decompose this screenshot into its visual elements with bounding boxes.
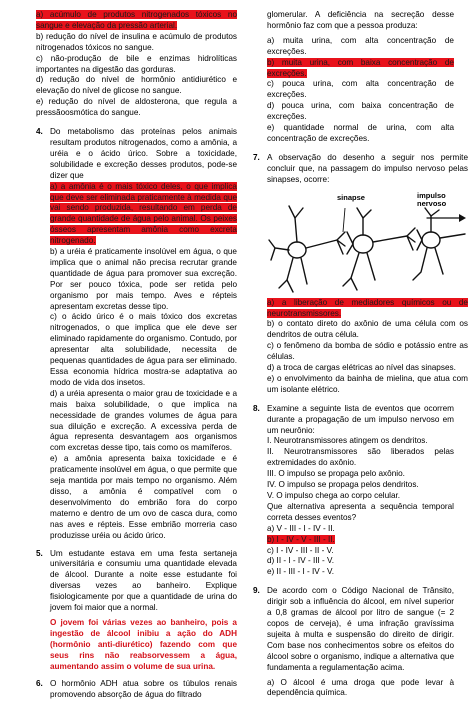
highlighted-answer: b) I - IV - V - III - II. — [267, 534, 335, 544]
highlighted-answer: a) a amônia é o mais tóxico deles, o que implica que deve ser eliminada praticamente à medida que vai sendo produzida, resultando em perda de grande quantidade de água pelo animal. Os peixes ósseos apresentam amônia como excreta nitrogenado. — [50, 181, 237, 246]
event-item: II. Neurotransmissores são liberados pelas extremidades do axônio. — [267, 447, 454, 468]
question-9 — [253, 586, 454, 699]
question-stem: De acordo com o Código Nacional de Trânsito, dirigir sob a influência do álcool, em nível superior a 0,8 gramas de álcool por litro de sangue (= 2 copos de cerveja), é uma infração gravíssima sujeita à multa e suspensão do direito de dirigir. Com base nos conhecimentos sobre os efeitos do álcool sobre o organismo, indique a alternativa que fundamenta a regulamentação acima. — [267, 586, 454, 672]
q4-option-a — [50, 182, 237, 247]
nerve-impulse-label: impulso nervoso — [417, 190, 447, 208]
question-6 — [36, 679, 237, 701]
q7-option-b: b) o contato direto do axônio de uma célula com os dendritos de outra célula. — [267, 319, 468, 340]
event-item: I. Neurotransmissores atingem os dendritos. — [267, 436, 428, 446]
q6-option-d: d) pouca urina, com baixa concentração de excreções. — [267, 101, 454, 122]
q7-option-c: c) o fenômeno da bomba de sódio e potássio entre as células. — [267, 341, 468, 362]
question-stem: O hormônio ADH atua sobre os túbulos renais promovendo absorção de água do filtrado — [50, 679, 237, 700]
question-5 — [36, 549, 237, 673]
question-7 — [253, 152, 468, 396]
q8-option-b — [267, 535, 454, 546]
question-prompt: Que alternativa apresenta a sequência temporal correta desses eventos? — [267, 501, 454, 522]
q3-option-e: e) redução do nível de aldosterona, que regula a pressãoosmótica do sangue. — [36, 97, 237, 118]
neuron-synapse-figure — [267, 188, 468, 298]
question-stem: Do metabolismo das proteínas pelos animais resultam produtos nitrogenados, como a amônia, a uréia e o ácido úrico. Sobre a toxicidade, solubilidade e excreção desses produtos, pode-se dizer que — [50, 127, 237, 180]
q7-option-e: e) o envolvimento da bainha de mielina, que atua com um isolante elétrico. — [267, 373, 468, 394]
right-column — [253, 10, 468, 699]
q8-option-a: a) V - III - I - IV - II. — [267, 523, 335, 533]
q7-option-d: d) a troca de cargas elétricas ao nível das sinapses. — [267, 363, 456, 373]
question-number: 8. — [253, 403, 260, 413]
q4-option-b: b) a uréia é praticamente insolúvel em água, o que implica que o animal não precisa recrutar grande quantidade de água para promover sua excreção. Por ser pouco tóxica, pode ser retida pelo organismo por mais tempo. Aves e répteis apresentam excretas desse tipo. — [50, 247, 237, 311]
question-number: 4. — [36, 127, 43, 137]
q8-option-c: c) I - IV - III - II - V. — [267, 545, 334, 555]
question-number: 6. — [36, 679, 43, 689]
question-number: 9. — [253, 586, 260, 596]
question-stem: Examine a seguinte lista de eventos que ocorrem durante a propagação de um impulso nervoso em um neurônio: — [267, 403, 454, 435]
q3-option-a — [36, 10, 237, 32]
left-column — [36, 10, 237, 701]
q6-option-e: e) quantidade normal de urina, com alta concentração de excreções. — [267, 123, 454, 143]
highlighted-answer: b) muita urina, com baixa concentração de excreções. — [267, 57, 454, 78]
q6-option-a: a) muita urina, com alta concentração de excreções. — [267, 35, 454, 56]
question-8 — [253, 404, 454, 579]
event-item: III. O impulso se propaga pelo axônio. — [267, 469, 405, 479]
q6-continuation: glomerular. A deficiência na secreção desse hormônio faz com que a pessoa produza: — [267, 10, 454, 30]
synapse-label: sinapse — [337, 192, 365, 202]
event-item: IV. O impulso se propaga pelos dendritos. — [267, 480, 419, 490]
question-number: 5. — [36, 548, 43, 558]
highlighted-answer: a) acúmulo de produtos nitrogenados tóxicos no sangue e elevação da pressão arterial. — [36, 10, 237, 30]
question-number: 7. — [253, 152, 260, 162]
q4-option-c: c) o ácido úrico é o mais tóxico dos excretas nitrogenados, o que implica que ele deve ser eliminado rapidamente do organismo. Contudo, por apresentar alta solubilidade, necessita de pequenas quantidades de água para ser eliminado. Essa economia hídrica mostra-se adaptativa ao modo de vida dos insetos. — [50, 312, 237, 387]
q3-option-c: c) não-produção de bile e enzimas hidrolíticas importantes na digestão das gorduras. — [36, 53, 237, 74]
event-item: V. O impulso chega ao corpo celular. — [267, 491, 401, 500]
question-stem: Um estudante estava em uma festa sertaneja universitária e consumiu uma quantidade elevada de álcool. Durante a noite esse estudante foi diversas vezes ao banheiro. Explique fisiologicamente por que a quantidade de urina do jovem foi maior que a normal. — [50, 548, 237, 613]
question-4 — [36, 127, 237, 541]
q6-option-b — [267, 58, 454, 80]
q3-option-d: d) redução do nível de hormônio antidiurético e elevação do nível de glicose no sangue. — [36, 75, 237, 96]
q8-option-d: d) II - I - IV - III - V. — [267, 556, 335, 566]
question-stem: A observação do desenho a seguir nos permite concluir que, na passagem do impulso nervoso pelas sinapses, ocorre: — [267, 152, 468, 184]
q4-option-d: d) a uréia apresenta o maior grau de toxicidade e a mais baixa solubilidade, o que implica na necessidade de grandes volumes de água para sua diluição e excreção. A excessiva perda de água representa desvantagem aos organismos com excretas desse tipo, tais como os mamíferos. — [50, 388, 237, 453]
q9-option-a: a) O álcool é uma droga que pode levar à dependência química. — [267, 677, 454, 698]
answer-text: O jovem foi várias vezes ao banheiro, pois a ingestão de álcool inibiu a ação do ADH (hormônio anti-diurético) fazendo com que seus rins não reabsorvessem a água, aumentando assim o volume de sua urina. — [50, 617, 237, 671]
q8-option-e: e) II - III - I - IV - V. — [267, 567, 335, 577]
q4-option-e: e) a amônia apresenta baixa toxicidade e é praticamente insolúvel em água, o que permite que seja mantida por mais tempo no organismo. Além disso, a amônia é compatível com o desenvolvimento do embrião fora do corpo materno e dentro de um ovo de casca dura, como nas aves e répteis. Esse embrião morreria caso produzisse uréia ou ácido úrico. — [50, 454, 237, 540]
q3-option-b: b) redução do nível de insulina e acúmulo de produtos nitrogenados tóxicos no sangue. — [36, 31, 237, 52]
highlighted-answer: a) a liberação de mediadores químicos ou de neurotransmissores. — [267, 297, 468, 318]
q7-option-a — [267, 298, 468, 320]
q6-option-c: c) pouca urina, com alta concentração de excreções. — [267, 79, 454, 100]
